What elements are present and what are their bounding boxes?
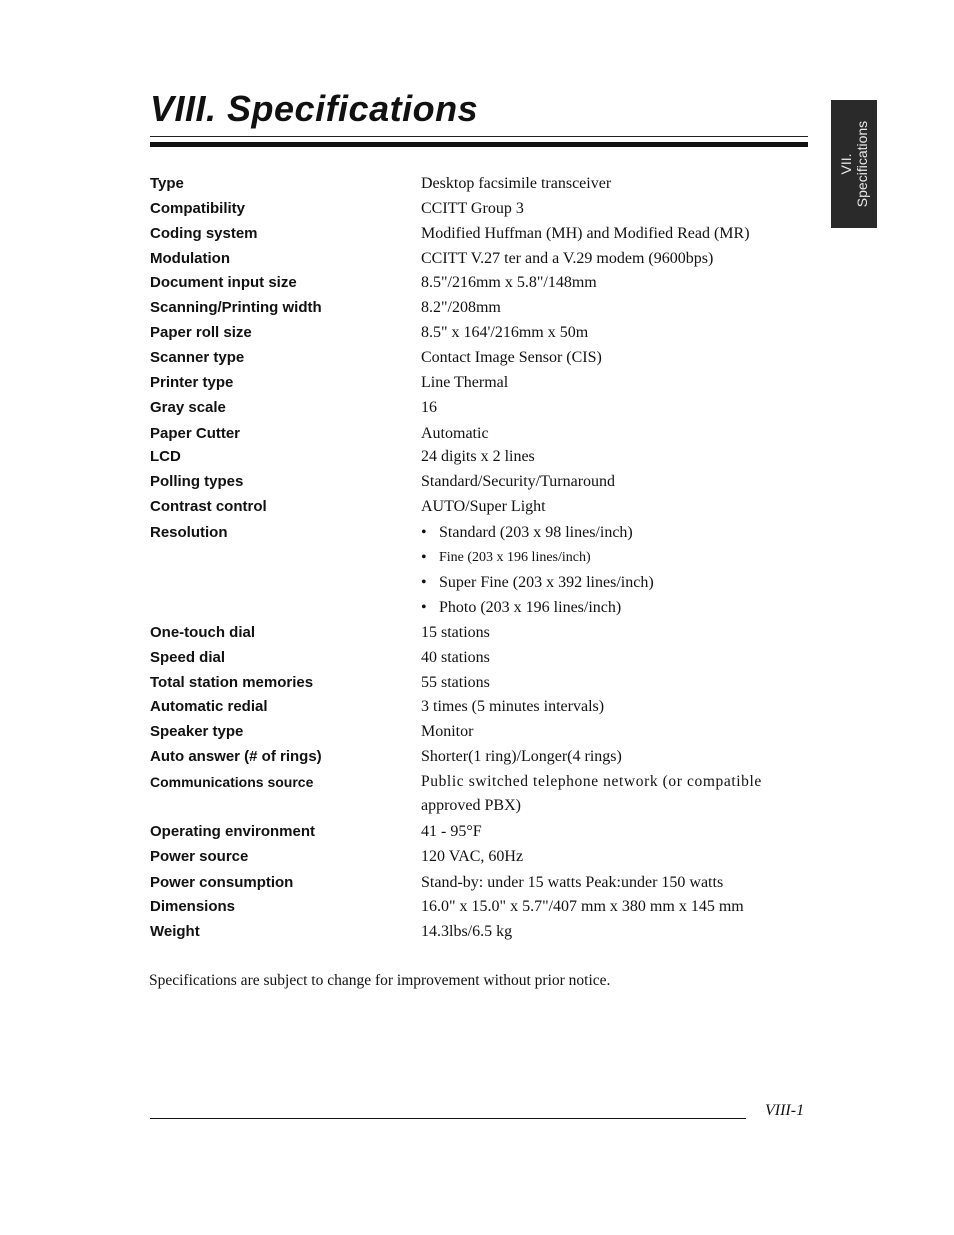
spec-row-scanner-type — [0, 347, 954, 371]
spec-value: Standard/Security/Turnaround — [421, 473, 616, 490]
spec-value: CCITT V.27 ter and a V.29 modem (9600bps) — [421, 250, 714, 267]
spec-row-polling-types — [0, 471, 954, 495]
spec-row-communications-source-cont — [0, 795, 954, 819]
spec-label: Scanning/Printing width — [150, 299, 322, 316]
spec-value: 8.5"/216mm x 5.8"/148mm — [421, 274, 597, 291]
title-rule-thick — [150, 142, 808, 147]
spec-row-coding-system — [0, 223, 954, 247]
spec-value: 16.0" x 15.0" x 5.7"/407 mm x 380 mm x 145 mm — [421, 898, 744, 915]
spec-row-speaker-type — [0, 721, 954, 745]
spec-row-dimensions — [0, 896, 954, 920]
footer-rule — [150, 1118, 746, 1119]
spec-value: AUTO/Super Light — [421, 498, 546, 515]
spec-label: Contrast control — [150, 498, 267, 515]
spec-value: Modified Huffman (MH) and Modified Read (MR) — [421, 225, 750, 242]
spec-value: Automatic — [421, 425, 489, 442]
spec-label: Document input size — [150, 274, 297, 291]
bullet-icon: • — [421, 599, 427, 616]
spec-row-weight — [0, 921, 954, 945]
spec-value: 120 VAC, 60Hz — [421, 848, 524, 865]
bullet-icon: • — [421, 549, 427, 566]
page-title: VIII. Specifications — [150, 88, 479, 129]
spec-label: Type — [150, 175, 184, 192]
spec-value: 15 stations — [421, 624, 490, 641]
spec-row-communications-source — [0, 771, 954, 795]
spec-label: Auto answer (# of rings) — [150, 748, 322, 765]
spec-label: Communications source — [150, 774, 314, 790]
spec-label: Dimensions — [150, 898, 236, 915]
spec-row-lcd — [0, 446, 954, 470]
spec-row-modulation — [0, 248, 954, 272]
spec-label: Resolution — [150, 524, 228, 541]
spec-value: Shorter(1 ring)/Longer(4 rings) — [421, 748, 622, 765]
spec-row-auto-answer — [0, 746, 954, 770]
spec-row-power-consumption — [0, 872, 954, 896]
spec-value: Standard (203 x 98 lines/inch) — [439, 524, 633, 541]
spec-value: CCITT Group 3 — [421, 200, 524, 217]
spec-value: 40 stations — [421, 649, 490, 666]
spec-value: Desktop facsimile transceiver — [421, 175, 612, 192]
spec-label: Paper Cutter — [150, 425, 241, 442]
spec-row-scanning-printing-width — [0, 297, 954, 321]
spec-label: Speed dial — [150, 649, 226, 666]
spec-label: Modulation — [150, 250, 230, 267]
spec-label: Speaker type — [150, 723, 244, 740]
spec-label: Coding system — [150, 225, 258, 242]
spec-label: Automatic redial — [150, 698, 268, 715]
side-tab-line-2: Specifications — [854, 120, 870, 208]
spec-row-contrast-control — [0, 496, 954, 520]
spec-label: Scanner type — [150, 349, 245, 366]
bullet-icon: • — [421, 524, 427, 541]
spec-row-type — [0, 173, 954, 197]
spec-value: 55 stations — [421, 674, 490, 691]
spec-label: Paper roll size — [150, 324, 252, 341]
spec-row-speed-dial — [0, 647, 954, 671]
spec-value: 14.3lbs/6.5 kg — [421, 923, 513, 940]
spec-row-resolution — [0, 522, 954, 546]
spec-value: Line Thermal — [421, 374, 509, 391]
spec-label: Polling types — [150, 473, 244, 490]
spec-label: Operating environment — [150, 823, 316, 840]
spec-value: 24 digits x 2 lines — [421, 448, 535, 465]
spec-row-compatibility — [0, 198, 954, 222]
spec-value: Stand-by: under 15 watts Peak:under 150 watts — [421, 874, 724, 891]
spec-value: Public switched telephone network (or compatible — [421, 773, 762, 790]
spec-row-operating-environment — [0, 821, 954, 845]
spec-row-gray-scale — [0, 397, 954, 421]
spec-value: 8.5" x 164'/216mm x 50m — [421, 324, 589, 341]
disclaimer-note: Specifications are subject to change for improvement without prior notice. — [149, 972, 611, 989]
spec-row-document-input-size — [0, 272, 954, 296]
spec-value: approved PBX) — [421, 797, 521, 814]
spec-label: LCD — [150, 448, 181, 465]
spec-label: Gray scale — [150, 399, 226, 416]
spec-row-resolution-super-fine — [0, 572, 954, 596]
spec-row-automatic-redial — [0, 696, 954, 720]
spec-label: Power consumption — [150, 874, 294, 891]
title-rule-thin — [150, 136, 808, 137]
spec-label: Total station memories — [150, 674, 314, 691]
spec-label: Printer type — [150, 374, 234, 391]
spec-label: Compatibility — [150, 200, 246, 217]
spec-row-total-station-memories — [0, 672, 954, 696]
spec-row-resolution-photo — [0, 597, 954, 621]
spec-row-printer-type — [0, 372, 954, 396]
spec-row-resolution-fine — [0, 547, 954, 571]
bullet-icon: • — [421, 574, 427, 591]
spec-label: Power source — [150, 848, 249, 865]
spec-row-power-source — [0, 846, 954, 870]
spec-value: 3 times (5 minutes intervals) — [421, 698, 605, 715]
spec-value: Super Fine (203 x 392 lines/inch) — [439, 574, 654, 591]
spec-value: Monitor — [421, 723, 474, 740]
side-tab-line-1: VII. — [838, 153, 854, 175]
spec-label: Weight — [150, 923, 200, 940]
page-number: VIII-1 — [765, 1102, 805, 1119]
spec-value: 8.2"/208mm — [421, 299, 501, 316]
spec-value: Contact Image Sensor (CIS) — [421, 349, 602, 366]
spec-value: Photo (203 x 196 lines/inch) — [439, 599, 622, 616]
spec-value: 16 — [421, 399, 437, 416]
spec-label: One-touch dial — [150, 624, 255, 641]
spec-row-one-touch-dial — [0, 622, 954, 646]
spec-row-paper-roll-size — [0, 322, 954, 346]
spec-value: Fine (203 x 196 lines/inch) — [439, 550, 591, 565]
spec-value: 41 - 95°F — [421, 823, 482, 840]
spec-row-paper-cutter — [0, 423, 954, 447]
